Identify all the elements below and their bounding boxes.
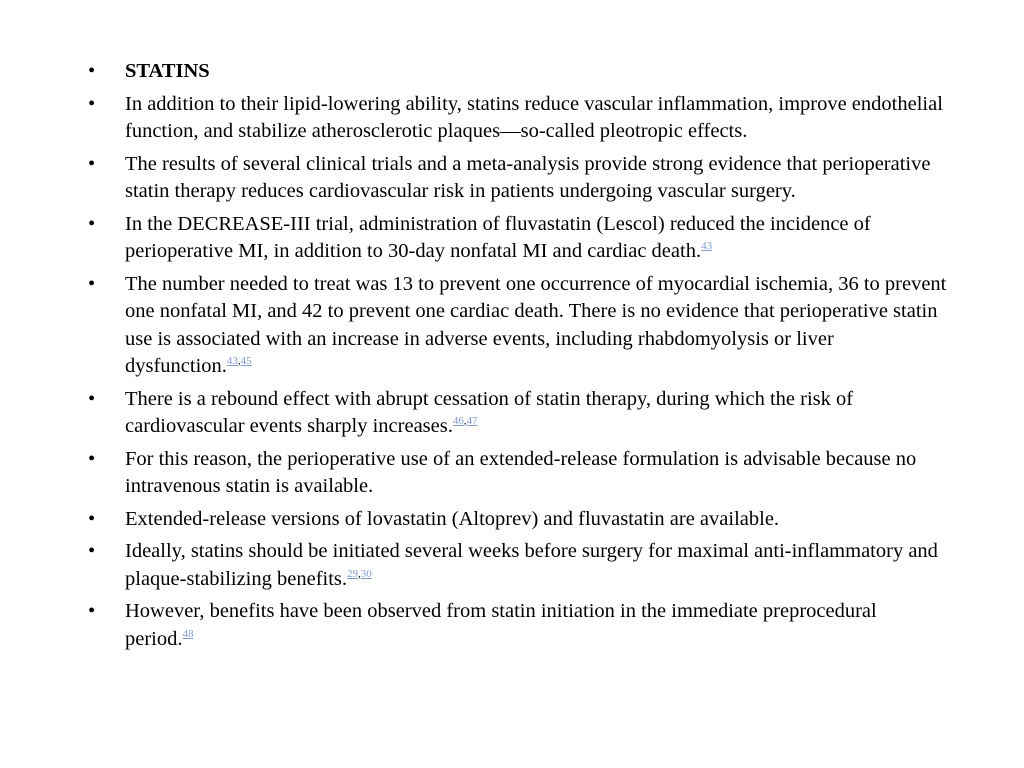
citation-link[interactable]: 48 — [182, 627, 194, 640]
citation-separator: , — [463, 415, 467, 428]
list-item — [88, 538, 948, 593]
bullet-text: The results of several clinical trials and a meta-analysis provide strong evidence that perioperative statin therapy reduces cardiovascular risk in patients undergoing vascular surgery. — [125, 152, 931, 202]
list-item — [88, 271, 948, 381]
citation-refs — [701, 240, 712, 252]
bullet-icon: • — [88, 152, 96, 175]
list-item — [88, 446, 948, 501]
bullet-icon: • — [88, 540, 96, 562]
bullet-text: The number needed to treat was 13 to prevent one occurrence of myocardial ischemia, 36 to prevent one nonfatal MI, and 42 to prevent one cardiac death. There is no evidence that perioperative statin use is associated with an increase in adverse events, including rhabdomyolysis or liver dysfunction. — [125, 272, 947, 377]
citation-separator: , — [237, 355, 241, 368]
citation-refs — [227, 355, 252, 367]
bullet-icon: • — [88, 507, 96, 530]
list-item — [88, 151, 948, 206]
bullet-list — [88, 58, 948, 658]
bullet-icon: • — [88, 387, 96, 410]
list-item — [88, 91, 948, 146]
bullet-icon: • — [88, 447, 96, 470]
list-item — [88, 211, 948, 266]
citation-link[interactable]: 45 — [240, 355, 252, 368]
citation-refs — [453, 415, 478, 427]
citation-link[interactable]: 30 — [360, 567, 372, 580]
citation-link[interactable]: 46 — [452, 415, 464, 428]
citation-separator: , — [358, 567, 361, 580]
bullet-icon: • — [88, 600, 96, 622]
bullet-text: There is a rebound effect with abrupt cessation of statin therapy, during which the risk of cardiovascular events sharply increases. — [125, 387, 854, 437]
list-item — [88, 386, 948, 441]
bullet-text: Ideally, statins should be initiated several weeks before surgery for maximal anti-inflammatory and plaque-stabilizing benefits. — [125, 540, 938, 590]
bullet-icon: • — [88, 212, 96, 235]
bullet-icon: • — [88, 60, 96, 82]
bullet-text: Extended-release versions of lovastatin (Altoprev) and fluvastatin are available. — [125, 507, 780, 530]
list-item — [88, 598, 948, 653]
bullet-text: In addition to their lipid-lowering ability, statins reduce vascular inflammation, improve endothelial function, and stabilize atherosclerotic plaques—so-called pleotropic effects. — [125, 92, 943, 142]
citation-link[interactable]: 47 — [466, 415, 478, 428]
list-item — [88, 58, 948, 86]
citation-link[interactable]: 29 — [347, 567, 359, 580]
bullet-icon: • — [88, 272, 96, 295]
bullet-text: However, benefits have been observed from statin initiation in the immediate preprocedural period. — [125, 600, 877, 650]
citation-refs — [347, 568, 372, 580]
bullet-text: For this reason, the perioperative use of an extended-release formulation is advisable because no intravenous statin is available. — [125, 447, 917, 497]
citation-refs — [183, 628, 194, 640]
bullet-text: In the DECREASE-III trial, administration of fluvastatin (Lescol) reduced the incidence of perioperative MI, in addition to 30-day nonfatal MI and cardiac death. — [125, 212, 871, 262]
list-item — [88, 506, 948, 534]
citation-link[interactable]: 43 — [701, 240, 713, 253]
citation-link[interactable]: 43 — [226, 355, 238, 368]
bullet-icon: • — [88, 92, 96, 115]
slide-title: STATINS — [125, 60, 210, 82]
